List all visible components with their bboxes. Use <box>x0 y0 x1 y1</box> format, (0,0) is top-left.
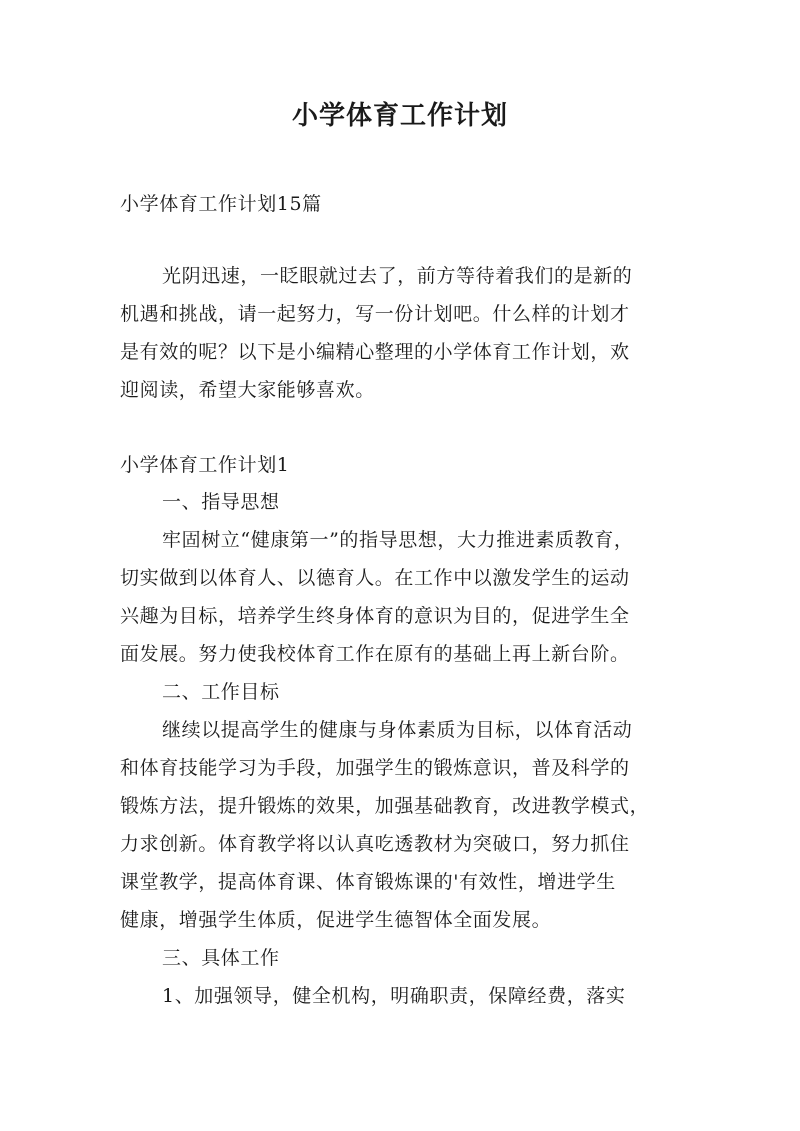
part2-line-2: 和体育技能学习为手段，加强学生的锻炼意识，普及科学的 <box>120 757 630 779</box>
part1-line-2: 切实做到以体育人、以德育人。在工作中以激发学生的运动 <box>120 567 630 589</box>
intro-line-1: 光阴迅速，一眨眼就过去了，前方等待着我们的是新的 <box>162 265 633 287</box>
part3-heading: 三、具体工作 <box>162 947 280 969</box>
part1-heading: 一、指导思想 <box>162 491 280 513</box>
part2-line-4: 力求创新。体育教学将以认真吃透教材为突破口，努力抓住 <box>120 833 630 855</box>
part2-line-6: 健康，增强学生体质，促进学生德智体全面发展。 <box>120 909 552 931</box>
part1-line-1: 牢固树立“健康第一”的指导思想，大力推进素质教育， <box>162 529 634 551</box>
document-title: 小学体育工作计划 <box>291 101 508 131</box>
part1-line-4: 面发展。努力使我校体育工作在原有的基础上再上新台阶。 <box>120 643 630 665</box>
part2-line-5: 课堂教学，提高体育课、体育锻炼课的'有效性，增进学生 <box>120 871 616 893</box>
part1-line-3: 兴趣为目标，培养学生终身体育的意识为目的，促进学生全 <box>120 605 630 627</box>
part2-heading: 二、工作目标 <box>162 681 280 703</box>
document-subtitle: 小学体育工作计划15篇 <box>120 193 322 215</box>
intro-line-4: 迎阅读，希望大家能够喜欢。 <box>120 379 375 401</box>
part2-line-1: 继续以提高学生的健康与身体素质为目标，以体育活动 <box>162 719 633 741</box>
intro-line-2: 机遇和挑战，请一起努力，写一份计划吧。什么样的计划才 <box>120 303 630 325</box>
section-heading: 小学体育工作计划1 <box>120 454 290 476</box>
part2-line-3: 锻炼方法，提升锻炼的效果，加强基础教育，改进教学模式， <box>120 795 650 817</box>
intro-line-3: 是有效的呢？以下是小编精心整理的小学体育工作计划，欢 <box>120 341 630 363</box>
part3-line-1: 1、加强领导，健全机构，明确职责，保障经费，落实 <box>162 985 626 1007</box>
